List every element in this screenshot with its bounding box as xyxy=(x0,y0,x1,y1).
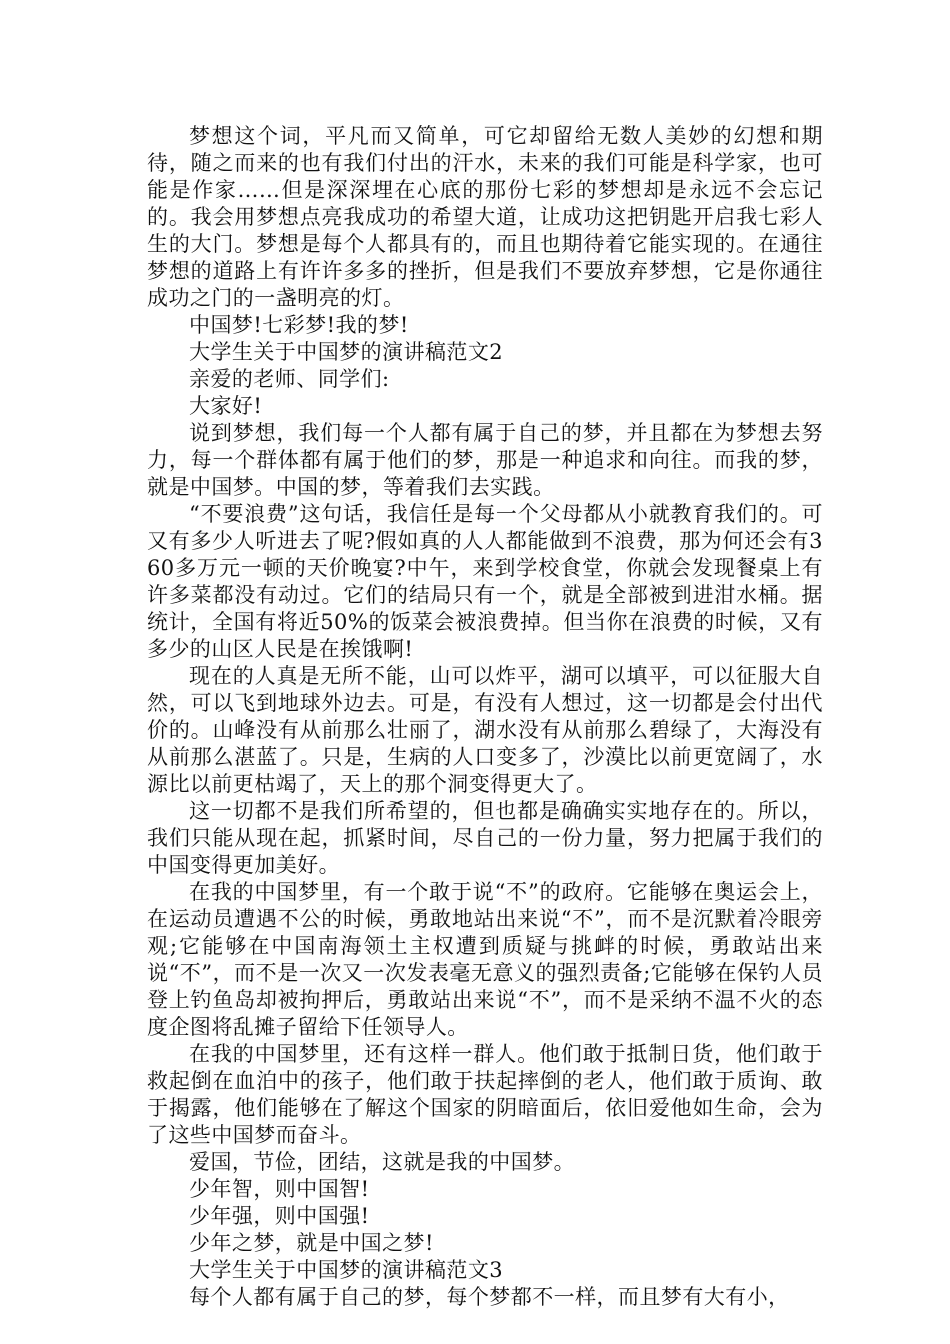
paragraph-motto-2: 少年强，则中国强! xyxy=(189,1204,370,1228)
paragraph-section-3-start: 每个人都有属于自己的梦，每个梦都不一样，而且梦有大有小， xyxy=(189,1285,790,1309)
paragraph-hope: 这一切都不是我们所希望的，但也都是确确实实地存在的。所以，我们只能从现在起，抓紧时间，尽自己的一份力量，努力把属于我们的中国变得更加美好。 xyxy=(147,799,823,877)
paragraph-summary: 爱国，节俭，团结，这就是我的中国梦。 xyxy=(189,1150,576,1174)
paragraph-intro: 梦想这个词，平凡而又简单，可它却留给无数人美妙的幻想和期待，随之而来的也有我们付出的汗水，未来的我们可能是科学家，也可能是作家……但是深深埋在心底的那份七彩的梦想却是永远不会忘记的。我会用梦想点亮我成功的希望大道，让成功这把钥匙开启我七彩人生的大门。梦想是每个人都具有的，而且也期待着它能实现的。在通往梦想的道路上有许许多多的挫折，但是我们不要放弃梦想，它是你通往成功之门的一盏明亮的灯。 xyxy=(147,124,823,310)
section-heading-2: 大学生关于中国梦的演讲稿范文2 xyxy=(189,340,504,364)
paragraph-dream: 说到梦想，我们每一个人都有属于自己的梦，并且都在为梦想去努力，每一个群体都有属于他们的梦，那是一种追求和向往。而我的梦，就是中国梦。中国的梦，等着我们去实践。 xyxy=(147,421,823,499)
paragraph-motto-3: 少年之梦，就是中国之梦! xyxy=(189,1231,434,1255)
paragraph-people: 在我的中国梦里，还有这样一群人。他们敢于抵制日货，他们敢于救起倒在血泊中的孩子，他们敢于扶起摔倒的老人，他们敢于质询、敢于揭露，他们能够在了解这个国家的阴暗面后，依旧爱他如生命，会为了这些中国梦而奋斗。 xyxy=(147,1042,823,1147)
paragraph-nature: 现在的人真是无所不能，山可以炸平，湖可以填平，可以征服大自然，可以飞到地球外边去。可是，有没有人想过，这一切都是会付出代价的。山峰没有从前那么壮丽了，湖水没有从前那么碧绿了，大海没有从前那么湛蓝了。只是，生病的人口变多了，沙漠比以前更宽阔了，水源比以前更枯竭了，天上的那个洞变得更大了。 xyxy=(147,664,823,796)
paragraph-greeting: 大家好! xyxy=(189,394,263,418)
paragraph-slogan: 中国梦!七彩梦!我的梦! xyxy=(189,313,409,337)
paragraph-salutation: 亲爱的老师、同学们: xyxy=(189,367,390,391)
section-heading-3: 大学生关于中国梦的演讲稿范文3 xyxy=(189,1258,504,1282)
paragraph-motto-1: 少年智，则中国智! xyxy=(189,1177,370,1201)
document-body xyxy=(147,123,823,1311)
paragraph-waste: “不要浪费”这句话，我信任是每一个父母都从小就教育我们的。可又有多少人听进去了呢?假如真的人人都能做到不浪费，那为何还会有360多万元一顿的天价晚宴?中午，来到学校食堂，你就会发现餐桌上有许多菜都没有动过。它们的结局只有一个，就是全部被到进泔水桶。据统计，全国有将近50%的饭菜会被浪费掉。但当你在浪费的时候，又有多少的山区人民是在挨饿啊! xyxy=(147,502,823,661)
paragraph-government: 在我的中国梦里，有一个敢于说“不”的政府。它能够在奥运会上，在运动员遭遇不公的时候，勇敢地站出来说“不”，而不是沉默着冷眼旁观;它能够在中国南海领土主权遭到质疑与挑衅的时候，勇敢站出来说“不”，而不是一次又一次发表毫无意义的强烈责备;它能够在保钓人员登上钓鱼岛却被拘押后，勇敢站出来说“不”，而不是采纳不温不火的态度企图将乱摊子留给下任领导人。 xyxy=(147,880,823,1039)
